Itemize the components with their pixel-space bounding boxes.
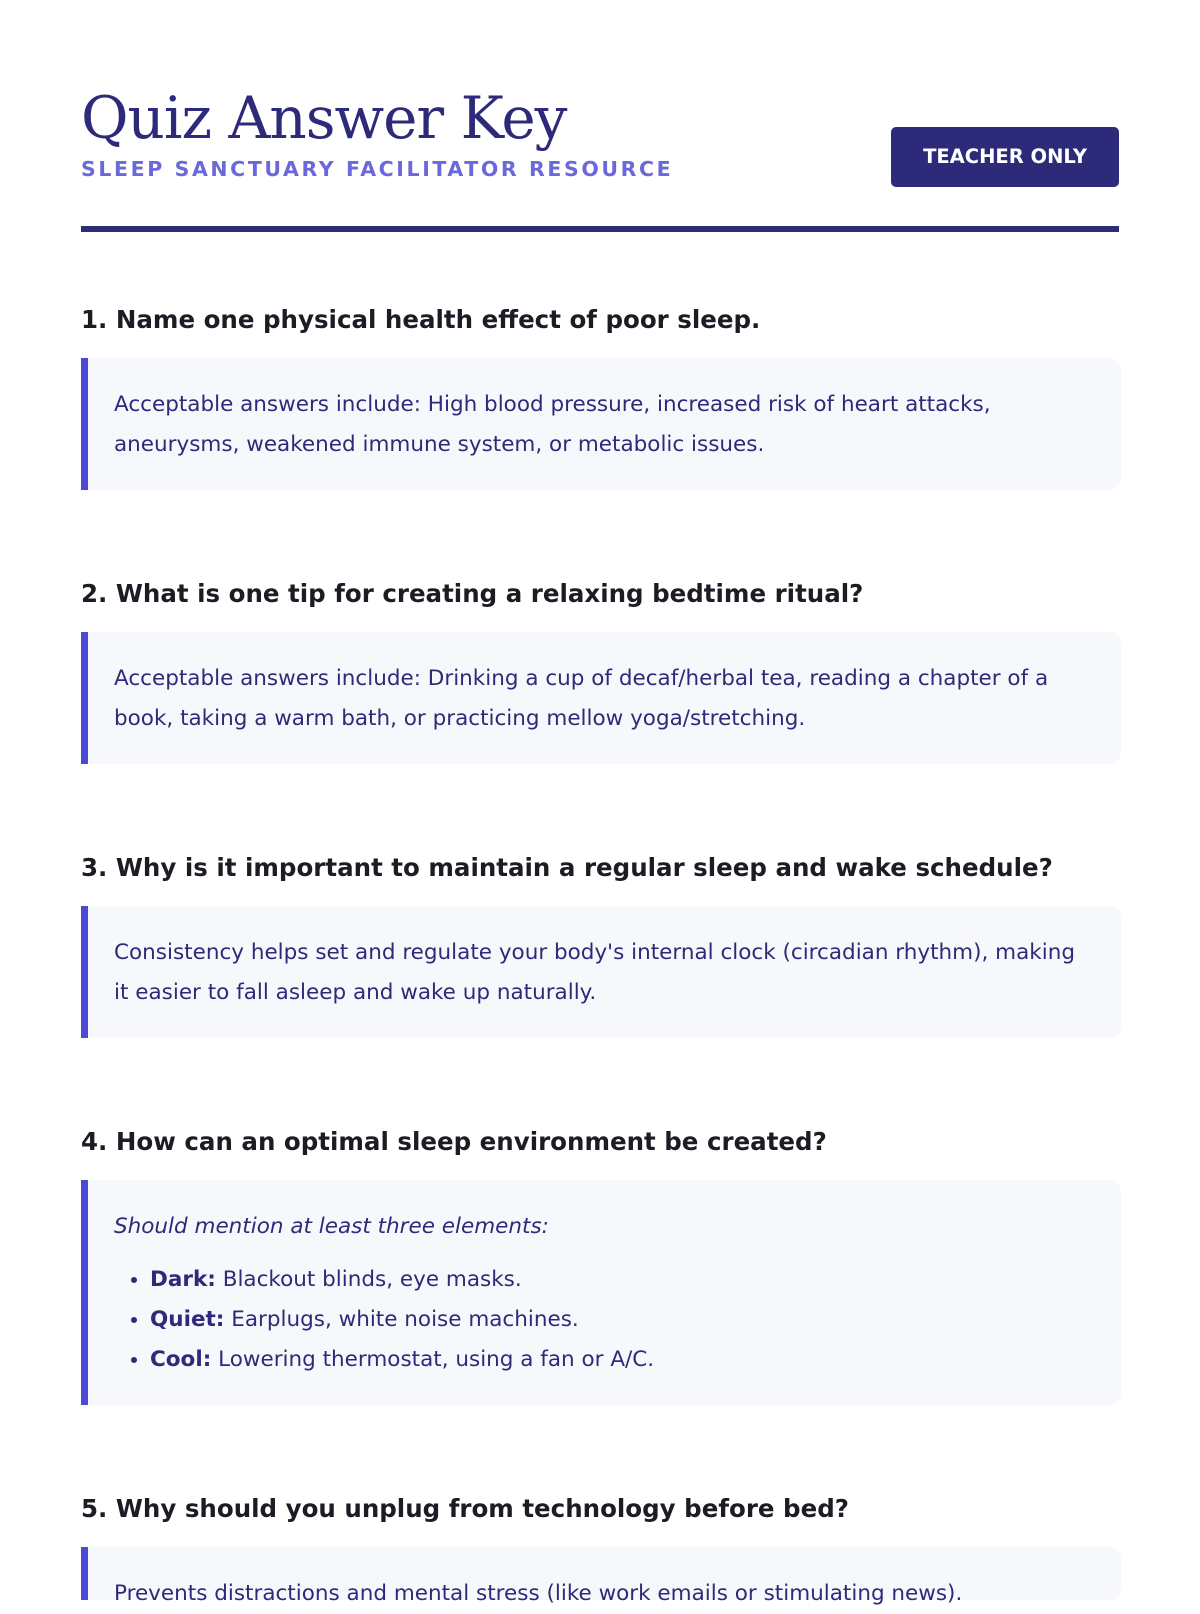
list-item-detail: Lowering thermostat, using a fan or A/C. [211, 1347, 655, 1372]
question-block-3 [81, 846, 1121, 1038]
question-block-4 [81, 1120, 1121, 1405]
question-text: 4. How can an optimal sleep environment be created? [81, 1127, 827, 1156]
answer-box [81, 1547, 1121, 1606]
question-text: 3. Why is it important to maintain a regular sleep and wake schedule? [81, 853, 1053, 882]
answer-box [81, 1180, 1121, 1405]
list-item-term: Cool: [150, 1347, 212, 1372]
answer-text: Consistency helps set and regulate your body's internal clock (circadian rhythm), making it easier to fall asleep and wake up naturally. [114, 940, 1075, 1005]
teacher-only-badge: TEACHER ONLY [891, 127, 1119, 187]
answer-text: Acceptable answers include: Drinking a cup of decaf/herbal tea, reading a chapter of a book, taking a warm bath, or practicing mellow yoga/stretching. [114, 666, 1049, 731]
list-item [150, 1260, 1096, 1300]
answer-box [81, 906, 1121, 1038]
answer-list [114, 1260, 1096, 1380]
answer-box [81, 632, 1121, 764]
list-item-detail: Earplugs, white noise machines. [224, 1307, 579, 1332]
answer-intro: Should mention at least three elements: [114, 1214, 549, 1239]
list-item-detail: Blackout blinds, eye masks. [215, 1267, 522, 1292]
question-text: 5. Why should you unplug from technology before bed? [81, 1494, 849, 1523]
list-item-term: Quiet: [150, 1307, 225, 1332]
page-subtitle: SLEEP SANCTUARY FACILITATOR RESOURCE [81, 157, 674, 181]
question-text: 1. Name one physical health effect of poor sleep. [81, 305, 761, 334]
list-item [150, 1340, 1096, 1380]
answer-text: Acceptable answers include: High blood pressure, increased risk of heart attacks, aneurysms, weakened immune system, or metabolic issues. [114, 392, 991, 457]
question-block-2 [81, 572, 1121, 764]
question-block-1 [81, 298, 1121, 490]
answer-text: Prevents distractions and mental stress (like work emails or stimulating news). [114, 1581, 963, 1606]
list-item [150, 1300, 1096, 1340]
question-text: 2. What is one tip for creating a relaxing bedtime ritual? [81, 579, 864, 608]
question-block-5 [81, 1487, 1121, 1606]
answer-box [81, 358, 1121, 490]
list-item-term: Dark: [150, 1267, 216, 1292]
page-header [81, 0, 1119, 232]
page-title: Quiz Answer Key [81, 84, 567, 152]
